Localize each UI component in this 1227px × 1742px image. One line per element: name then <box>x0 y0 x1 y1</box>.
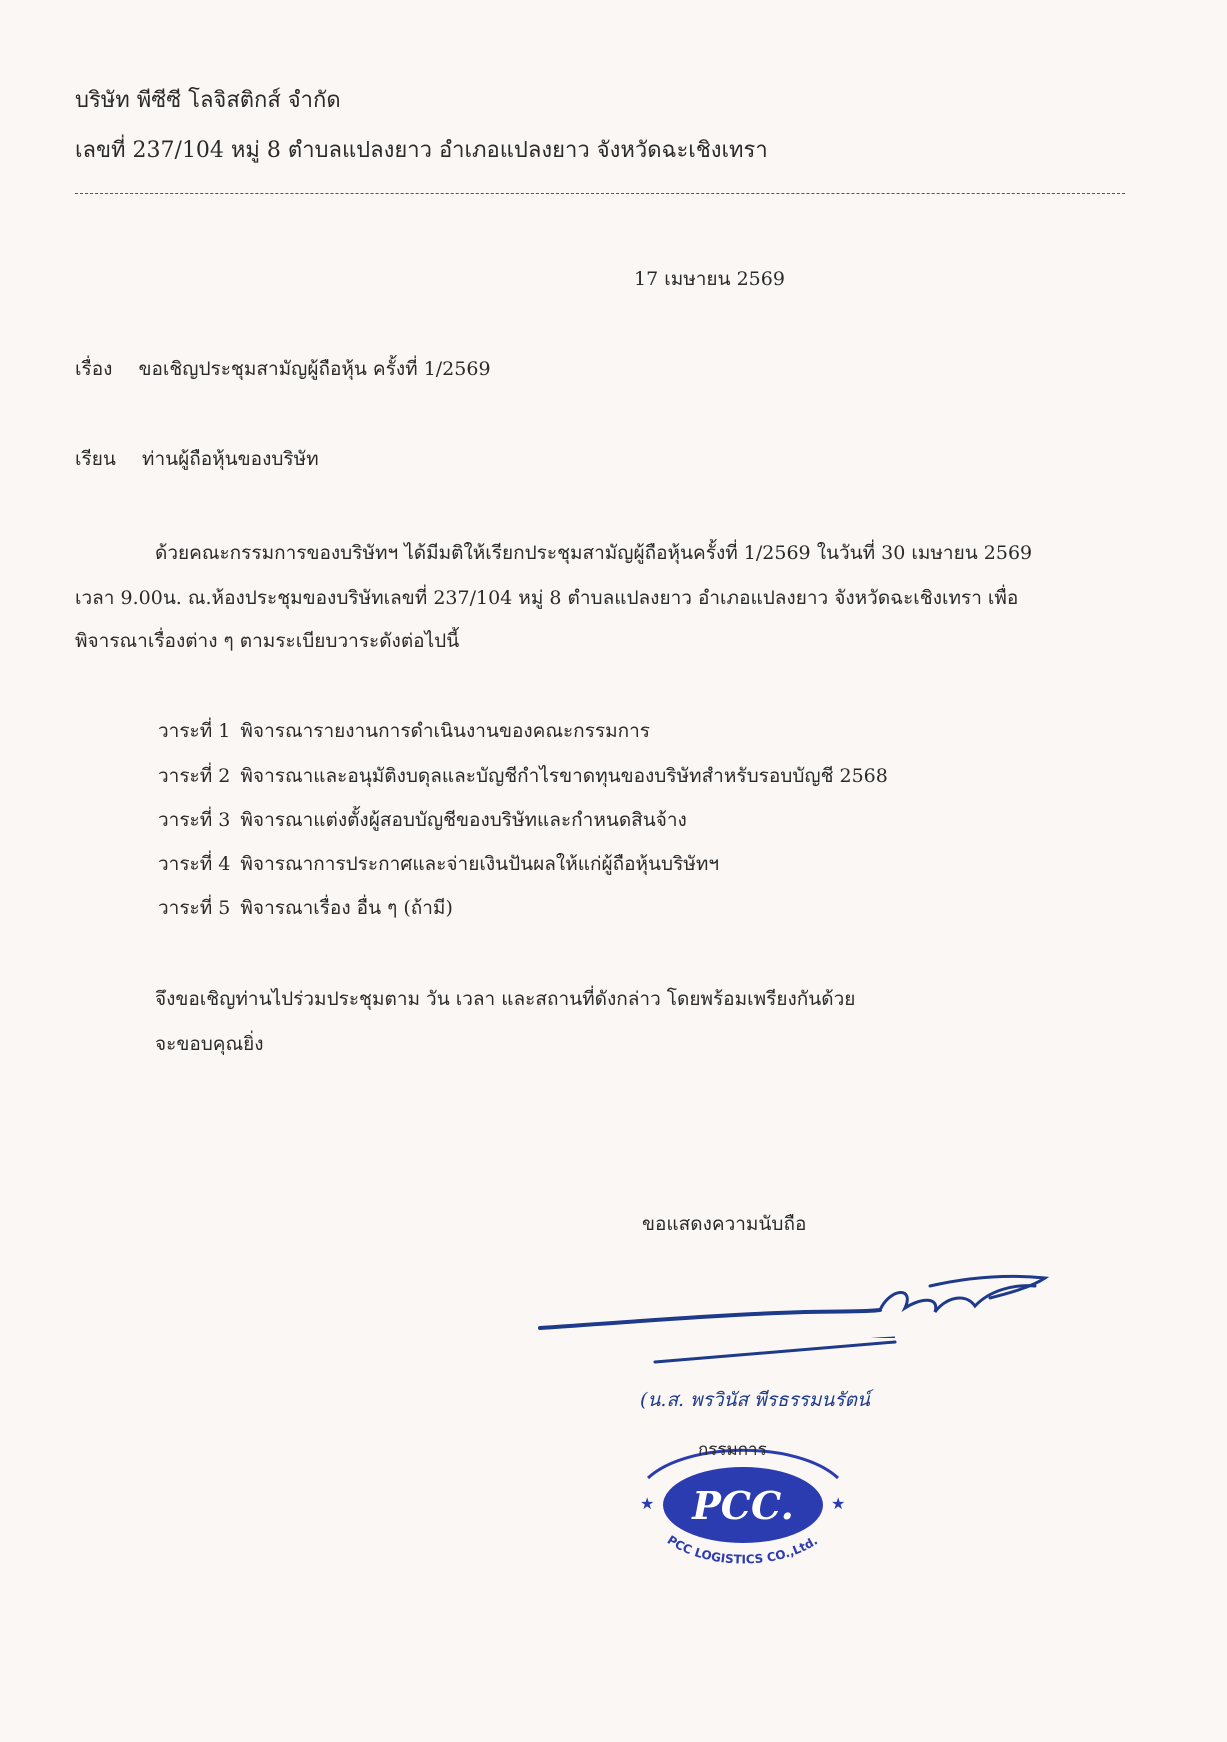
salutation-label: เรียน <box>75 448 116 470</box>
company-name: บริษัท พีซีซี โลจิสติกส์ จำกัด <box>75 88 341 113</box>
letter-date: 17 เมษายน 2569 <box>634 268 785 290</box>
agenda-number: วาระที่ 1 <box>158 720 231 742</box>
subject-text: ขอเชิญประชุมสามัญผู้ถือหุ้น ครั้งที่ 1/2569 <box>138 358 491 380</box>
agenda-text: พิจารณาและอนุมัติงบดุลและบัญชีกำไรขาดทุนของบริษัทสำหรับรอบบัญชี 2568 <box>240 765 888 787</box>
agenda-text: พิจารณาเรื่อง อื่น ๆ (ถ้ามี) <box>240 897 453 919</box>
closing-line-1: จึงขอเชิญท่านไปร่วมประชุมตาม วัน เวลา และสถานที่ดังกล่าว โดยพร้อมเพรียงกันด้วย <box>155 988 856 1010</box>
agenda-number: วาระที่ 2 <box>158 765 231 787</box>
salutation-line <box>75 448 319 471</box>
star-icon: ★ <box>640 1494 655 1513</box>
star-icon: ★ <box>831 1494 846 1513</box>
agenda-text: พิจารณาแต่งตั้งผู้สอบบัญชีของบริษัทและกำหนดสินจ้าง <box>240 809 687 831</box>
handwritten-signature <box>535 1268 1055 1338</box>
agenda-number: วาระที่ 4 <box>158 853 231 875</box>
company-address: เลขที่ 237/104 หมู่ 8 ตำบลแปลงยาว อำเภอแปลงยาว จังหวัดฉะเชิงเทรา <box>75 138 768 163</box>
signer-name: (น.ส. พรวินัส พีรธรรมนรัตน์ <box>640 1389 870 1411</box>
body-line-1: ด้วยคณะกรรมการของบริษัทฯ ได้มีมติให้เรียกประชุมสามัญผู้ถือหุ้นครั้งที่ 1/2569 ในวันที่ 30 เมษายน 2569 <box>155 542 1033 564</box>
stamp-logo-text: PCC. <box>692 1483 794 1528</box>
agenda-item <box>158 897 453 920</box>
body-line-2: เวลา 9.00น. ณ.ห้องประชุมของบริษัทเลขที่ 237/104 หมู่ 8 ตำบลแปลงยาว อำเภอแปลงยาว จังหวัดฉะเชิงเทรา เพื่อ <box>75 587 1019 609</box>
agenda-item <box>158 765 888 788</box>
agenda-number: วาระที่ 5 <box>158 897 231 919</box>
agenda-number: วาระที่ 3 <box>158 809 231 831</box>
header-divider <box>75 193 1125 194</box>
agenda-item <box>158 720 650 743</box>
subject-line <box>75 358 491 381</box>
signoff: ขอแสดงความนับถือ <box>642 1213 807 1235</box>
salutation-text: ท่านผู้ถือหุ้นของบริษัท <box>141 448 319 470</box>
body-line-3: พิจารณาเรื่องต่าง ๆ ตามระเบียบวาระดังต่อไปนี้ <box>75 630 460 652</box>
signature-underline <box>650 1340 900 1370</box>
stamp-bottom-text: PCC LOGISTICS CO.,Ltd. <box>664 1532 821 1567</box>
agenda-item <box>158 853 719 876</box>
signer-title: กรรมการ <box>698 1440 767 1460</box>
closing-line-2: จะขอบคุณยิ่ง <box>155 1033 264 1055</box>
subject-label: เรื่อง <box>75 358 113 380</box>
agenda-item <box>158 809 687 832</box>
agenda-text: พิจารณาการประกาศและจ่ายเงินปันผลให้แก่ผู้ถือหุ้นบริษัทฯ <box>240 853 720 875</box>
agenda-text: พิจารณารายงานการดำเนินงานของคณะกรรมการ <box>240 720 651 742</box>
